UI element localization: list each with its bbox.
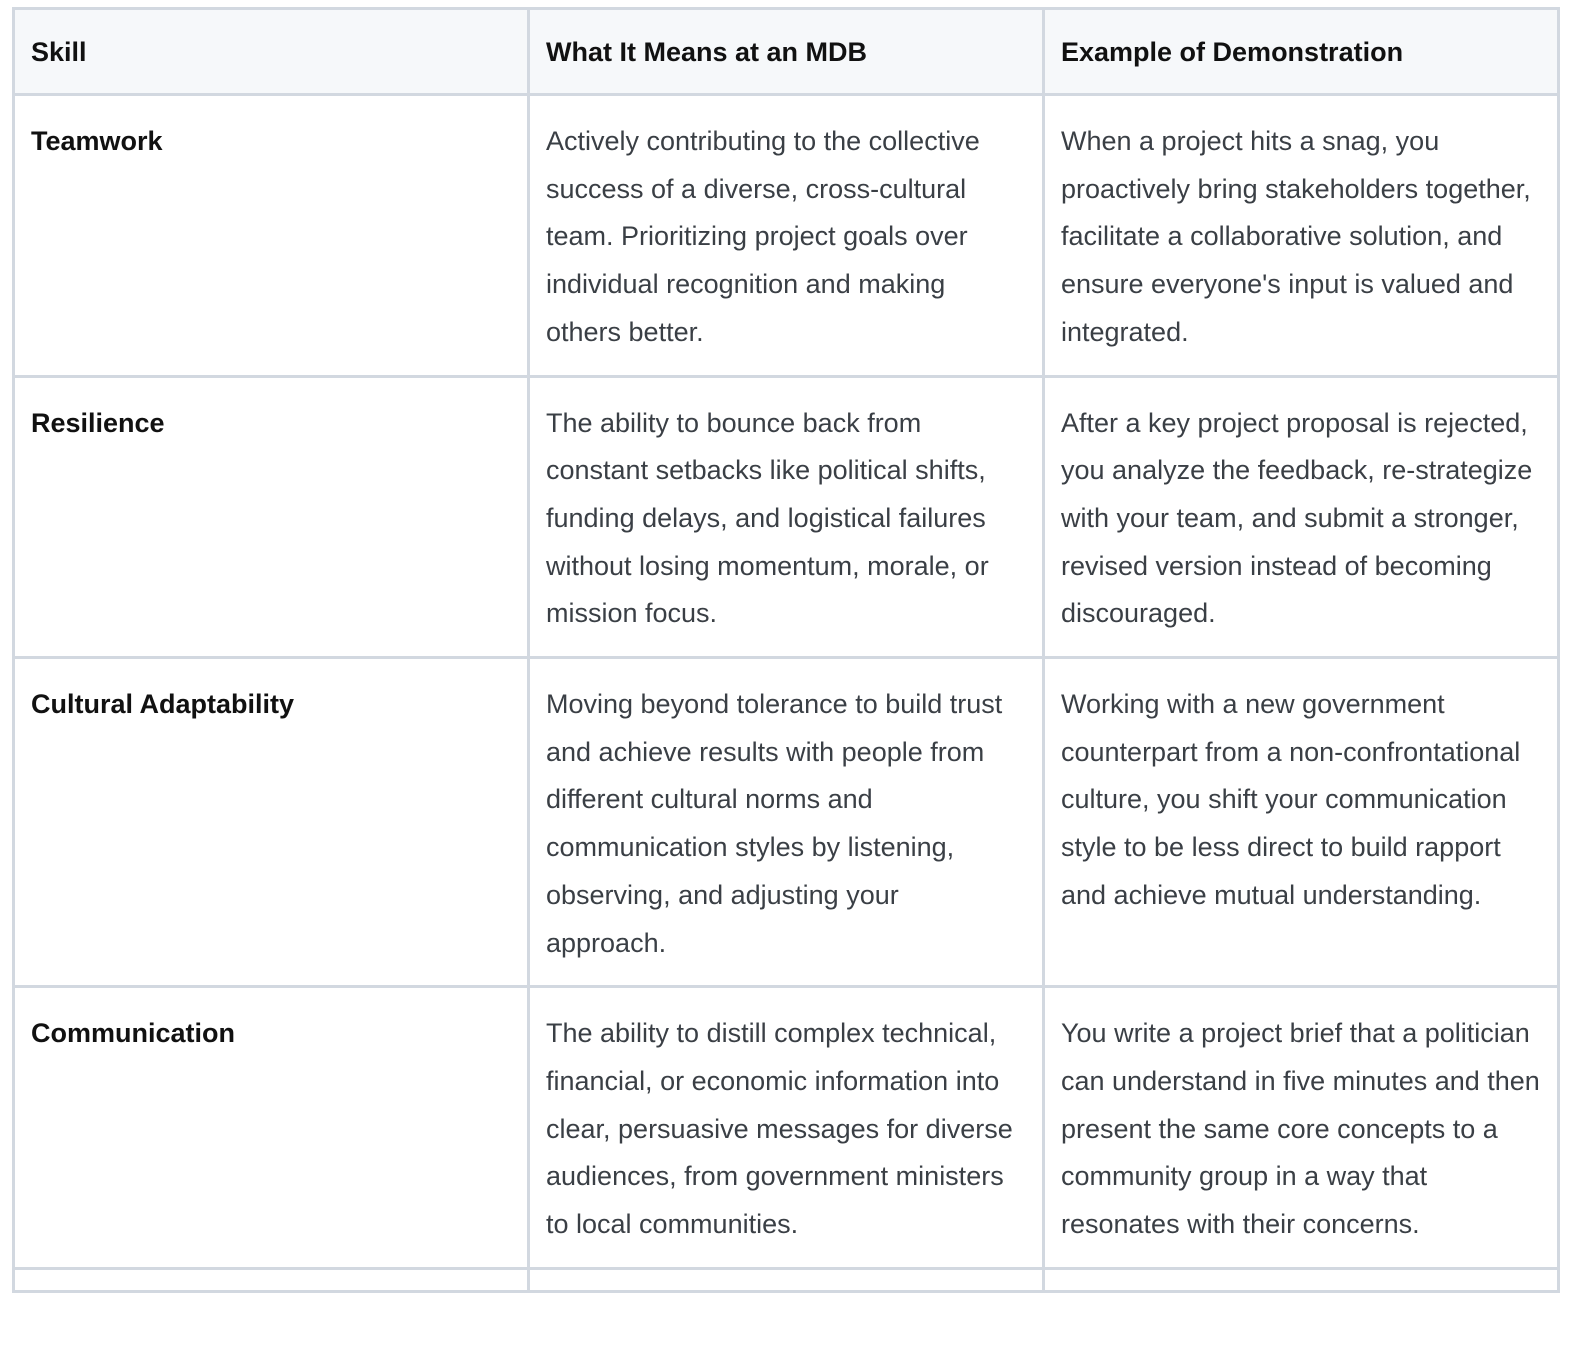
- skills-table-container: [12, 7, 1557, 1293]
- partial-cell: [14, 1268, 529, 1291]
- skill-name: Cultural Adaptability: [31, 689, 295, 720]
- table-header-row: [14, 9, 1559, 95]
- example-cell: When a project hits a snag, you proactively bring stakeholders together, facilitate a collaborative solution, and ensure everyone's input is valued and integrated.: [1044, 95, 1559, 377]
- header-skill: Skill: [14, 9, 529, 95]
- skill-name: Resilience: [31, 407, 165, 438]
- meaning-cell: The ability to distill complex technical, financial, or economic information into clear, persuasive messages for diverse audiences, from government ministers to local communities.: [529, 987, 1044, 1269]
- meaning-cell: Actively contributing to the collective success of a diverse, cross-cultural team. Prioritizing project goals over individual recognition and making others better.: [529, 95, 1044, 377]
- skill-name: Teamwork: [31, 126, 163, 156]
- header-meaning: What It Means at an MDB: [529, 9, 1044, 95]
- table-row-partial: [14, 1268, 1559, 1291]
- skill-name: Communication: [31, 1018, 236, 1049]
- header-example: Example of Demonstration: [1044, 9, 1559, 95]
- example-cell: Working with a new government counterpart from a non-confrontational culture, you shift your communication style to be less direct to build rapport and achieve mutual understanding.: [1044, 658, 1559, 987]
- meaning-cell: The ability to bounce back from constant setbacks like political shifts, funding delays, and logistical failures without losing momentum, morale, or mission focus.: [529, 376, 1044, 658]
- skill-cell: [14, 376, 529, 658]
- table-row: [14, 658, 1559, 987]
- skill-cell: [14, 95, 529, 377]
- skill-cell: [14, 987, 529, 1269]
- table-row: [14, 987, 1559, 1269]
- example-cell: You write a project brief that a politician can understand in five minutes and then present the same core concepts to a community group in a way that resonates with their concerns.: [1044, 987, 1559, 1269]
- partial-cell: [529, 1268, 1044, 1291]
- meaning-cell: Moving beyond tolerance to build trust and achieve results with people from different cultural norms and communication styles by listening, observing, and adjusting your approach.: [529, 658, 1044, 987]
- example-cell: After a key project proposal is rejected, you analyze the feedback, re-strategize with your team, and submit a stronger, revised version instead of becoming discouraged.: [1044, 376, 1559, 658]
- skills-table: [12, 7, 1560, 1293]
- skill-cell: [14, 658, 529, 987]
- table-row: [14, 376, 1559, 658]
- partial-cell: [1044, 1268, 1559, 1291]
- table-row: [14, 95, 1559, 377]
